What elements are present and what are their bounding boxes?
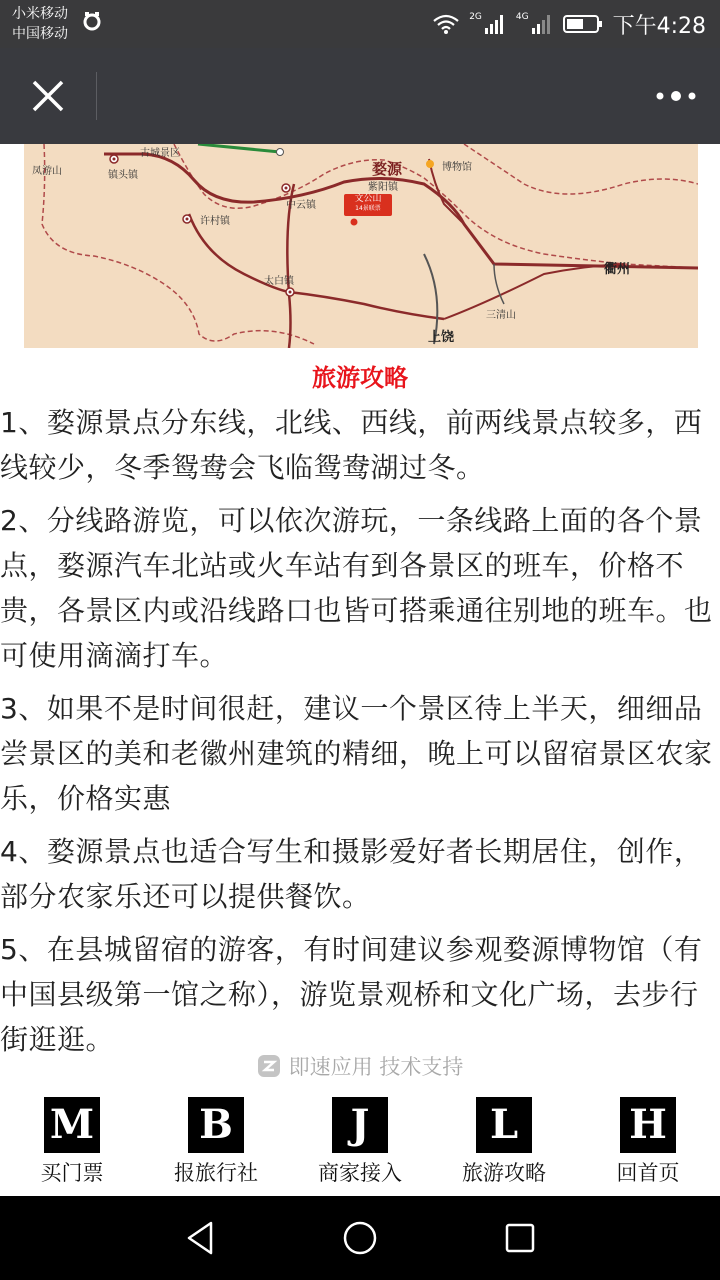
network-type-1: 2G — [469, 12, 482, 22]
paragraph-2: 2、分线路游览，可以依次游玩，一条线路上面的各个景点，婺源汽车北站或火车站有到各景区的班车，价格不贵，各景区内或沿线路口也皆可搭乘通往别地的班车。也可使用滴滴打车。 — [0, 504, 713, 672]
paragraph-3: 3、如果不是时间很赶，建议一个景区待上半天，细细品尝景区的美和老徽州建筑的精细，晚上可以留宿景区农家乐，价格实惠 — [0, 692, 713, 815]
carrier-1: 小米移动 — [12, 6, 68, 22]
carrier-info — [12, 4, 68, 44]
tech-support-text: 即速应用 技术支持 — [288, 1055, 464, 1079]
ticket-badge-title: 文公山 — [354, 194, 382, 204]
title-bar — [0, 48, 720, 144]
wifi-icon — [433, 14, 459, 34]
back-button[interactable] — [172, 1214, 228, 1262]
more-button[interactable] — [648, 78, 704, 114]
signal-icon — [484, 14, 506, 34]
nav-label: 旅游攻略 — [462, 1161, 546, 1185]
j-letter-icon: J — [332, 1097, 388, 1153]
m-letter-icon: M — [44, 1097, 100, 1153]
map-label-zhongyunzhen: 中云镇 — [286, 200, 316, 211]
carrier-2: 中国移动 — [12, 26, 68, 42]
more-dots-icon — [654, 90, 698, 102]
back-triangle-icon — [184, 1220, 216, 1256]
tech-support[interactable] — [0, 1050, 720, 1082]
b-letter-icon: B — [188, 1097, 244, 1153]
home-circle-icon — [342, 1220, 378, 1256]
ticket-badge-subtitle: 14景联票 — [355, 205, 381, 212]
nav-label: 报旅行社 — [174, 1161, 258, 1185]
close-icon — [31, 79, 65, 113]
recents-button[interactable] — [492, 1214, 548, 1262]
nav-buy-tickets[interactable] — [0, 1090, 144, 1196]
nav-travel-agency[interactable] — [144, 1090, 288, 1196]
system-nav-bar — [0, 1196, 720, 1280]
app-notification-icon — [82, 10, 102, 32]
paragraph-1: 1、婺源景点分东线，北线、西线，前两线景点较多，西线较少，冬季鸳鸯会飞临鸳鸯湖过冬。 — [0, 406, 703, 484]
l-letter-icon: L — [476, 1097, 532, 1153]
paragraph-5: 5、在县城留宿的游客，有时间建议参观婺源博物馆（有中国县级第一馆之称），游览景观桥和文化广场，去步行街逛逛。 — [0, 933, 703, 1056]
status-bar — [0, 0, 720, 48]
home-button[interactable] — [332, 1214, 388, 1262]
clock: 下午4:28 — [612, 13, 706, 39]
jisu-logo-icon — [257, 1054, 281, 1078]
map-label-quzhou: 衢州 — [604, 262, 631, 277]
recents-square-icon — [504, 1222, 536, 1254]
nav-home[interactable] — [576, 1090, 720, 1196]
article-body — [0, 400, 720, 1070]
nav-travel-guide[interactable] — [432, 1090, 576, 1196]
map-label-shangrao: 上饶 — [428, 330, 455, 345]
h-letter-icon: H — [620, 1097, 676, 1153]
section-title: 旅游攻略 — [312, 364, 408, 392]
nav-label: 买门票 — [40, 1161, 104, 1185]
map-label-xucunzhen: 许村镇 — [200, 216, 230, 227]
map-label-guchengjingqu: 古城景区 — [140, 148, 180, 159]
map-label-ziyangzhen: 紫阳镇 — [368, 182, 398, 193]
map-label-zhentouzhen: 镇头镇 — [108, 170, 138, 181]
map-label-wuyuan: 婺源 — [372, 160, 403, 178]
map-label-taibaizhen: 太白镇 — [264, 276, 294, 287]
nav-merchant-join[interactable] — [288, 1090, 432, 1196]
title-divider — [96, 72, 97, 120]
status-indicators — [433, 8, 706, 40]
ticket-badge — [344, 194, 392, 216]
bottom-nav — [0, 1090, 720, 1196]
battery-icon — [563, 14, 603, 34]
map-label-fengyoushan: 凤游山 — [32, 166, 62, 177]
signal-icon-2 — [531, 14, 553, 34]
map-label-sanqingshan: 三清山 — [486, 310, 516, 321]
close-button[interactable] — [20, 70, 76, 122]
paragraph-4: 4、婺源景点也适合写生和摄影爱好者长期居住，创作，部分农家乐还可以提供餐饮。 — [0, 835, 703, 913]
map-label-bowuguan: 博物馆 — [442, 162, 472, 173]
nav-label: 商家接入 — [318, 1161, 402, 1185]
route-map-image — [24, 144, 698, 348]
network-type-2: 4G — [515, 12, 529, 22]
nav-label: 回首页 — [616, 1161, 680, 1185]
